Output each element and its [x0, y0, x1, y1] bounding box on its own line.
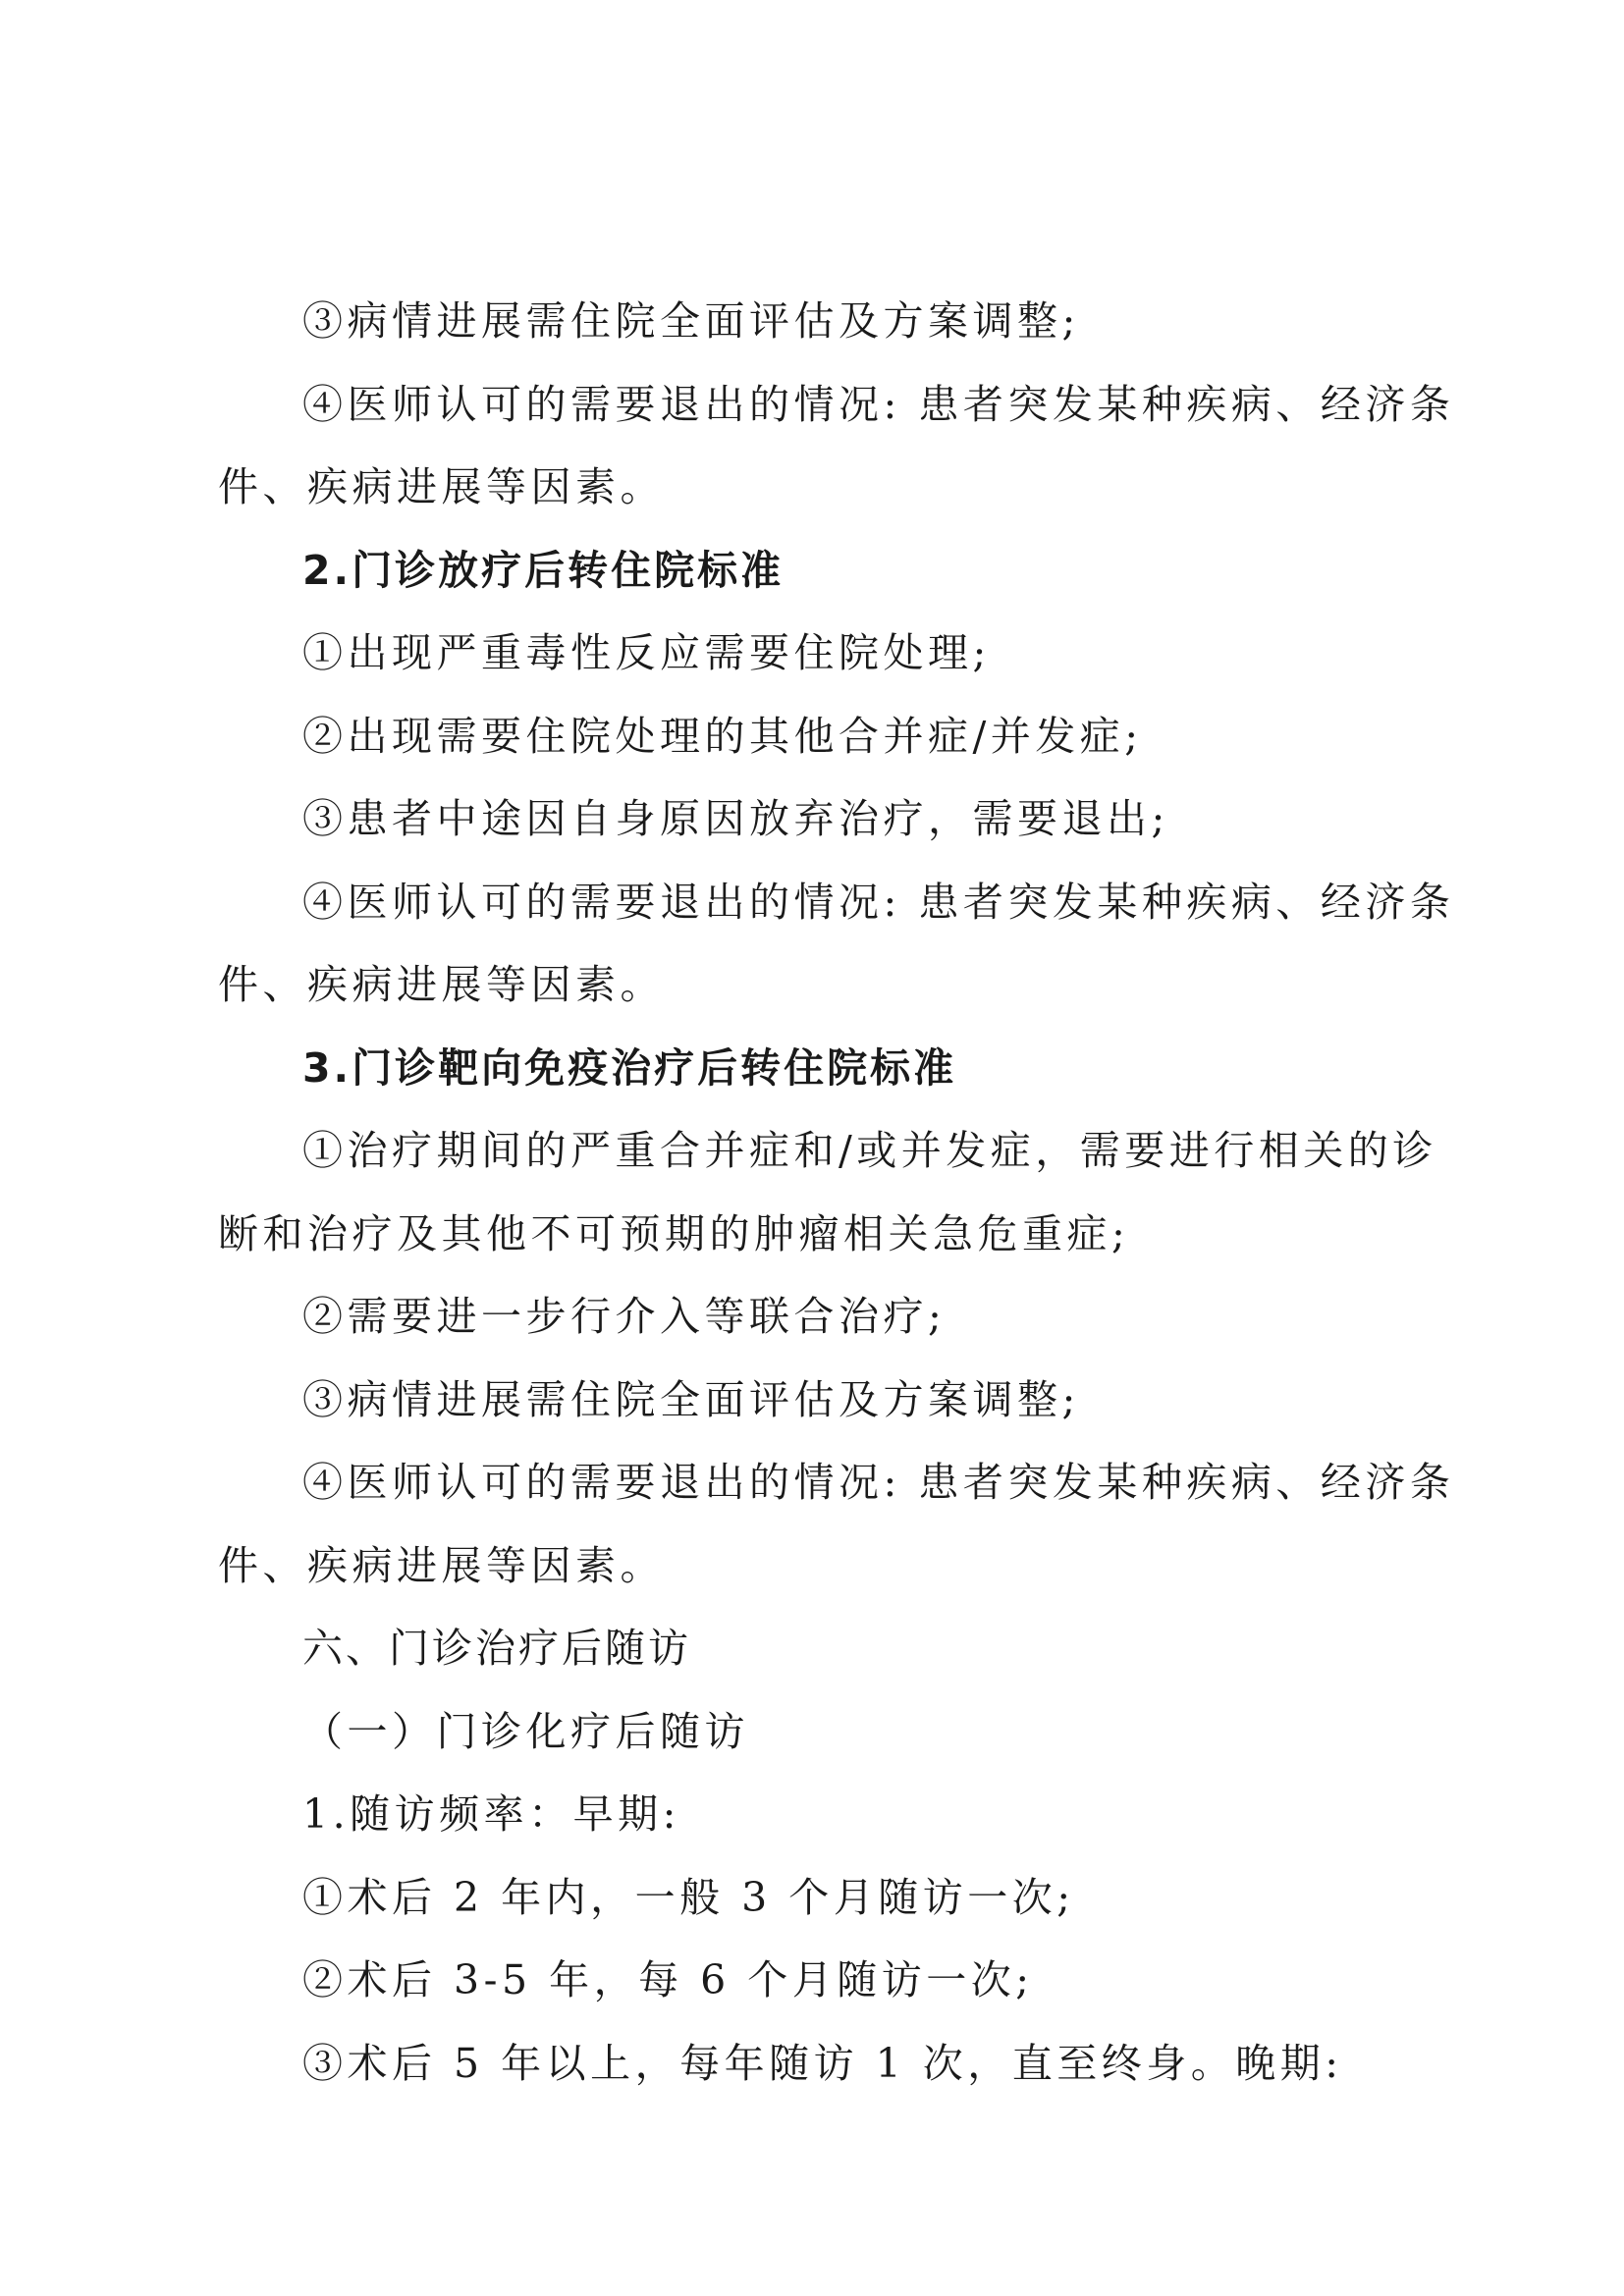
- text-line: ④医师认可的需要退出的情况: 患者突发某种疾病、经济条: [302, 1459, 1455, 1506]
- text-line: ①术后 2 年内，一般 3 个月随访一次;: [302, 1874, 1075, 1921]
- section-heading: 3.门诊靶向免疫治疗后转住院标准: [302, 1044, 957, 1092]
- section-heading: 2.门诊放疗后转住院标准: [302, 547, 785, 594]
- chapter-heading: 六、门诊治疗后随访: [302, 1625, 691, 1672]
- subsection-heading: （一）门诊化疗后随访: [302, 1708, 749, 1755]
- text-line: ③病情进展需住院全面评估及方案调整;: [302, 1376, 1080, 1423]
- text-line: ④医师认可的需要退出的情况: 患者突发某种疾病、经济条: [302, 879, 1455, 926]
- text-line: ②术后 3-5 年，每 6 个月随访一次;: [302, 1956, 1034, 2003]
- text-line: ①出现严重毒性反应需要住院处理;: [302, 629, 991, 676]
- text-line: 断和治疗及其他不可预期的肿瘤相关急危重症;: [218, 1210, 1130, 1257]
- text-line: 件、疾病进展等因素。: [218, 961, 665, 1008]
- text-line: ③术后 5 年以上，每年随访 1 次，直至终身。晚期:: [302, 2040, 1343, 2087]
- text-line: ①治疗期间的严重合并症和/或并发症，需要进行相关的诊: [302, 1127, 1437, 1174]
- text-line: 件、疾病进展等因素。: [218, 1542, 665, 1589]
- text-line: ②需要进一步行介入等联合治疗;: [302, 1293, 947, 1340]
- text-line: ③病情进展需住院全面评估及方案调整;: [302, 297, 1080, 345]
- text-line: ②出现需要住院处理的其他合并症/并发症;: [302, 713, 1143, 760]
- text-line: ③患者中途因自身原因放弃治疗，需要退出;: [302, 795, 1169, 842]
- text-line: ④医师认可的需要退出的情况: 患者突发某种疾病、经济条: [302, 381, 1455, 428]
- text-line: 1.随访频率：早期:: [302, 1790, 680, 1838]
- text-line: 件、疾病进展等因素。: [218, 463, 665, 510]
